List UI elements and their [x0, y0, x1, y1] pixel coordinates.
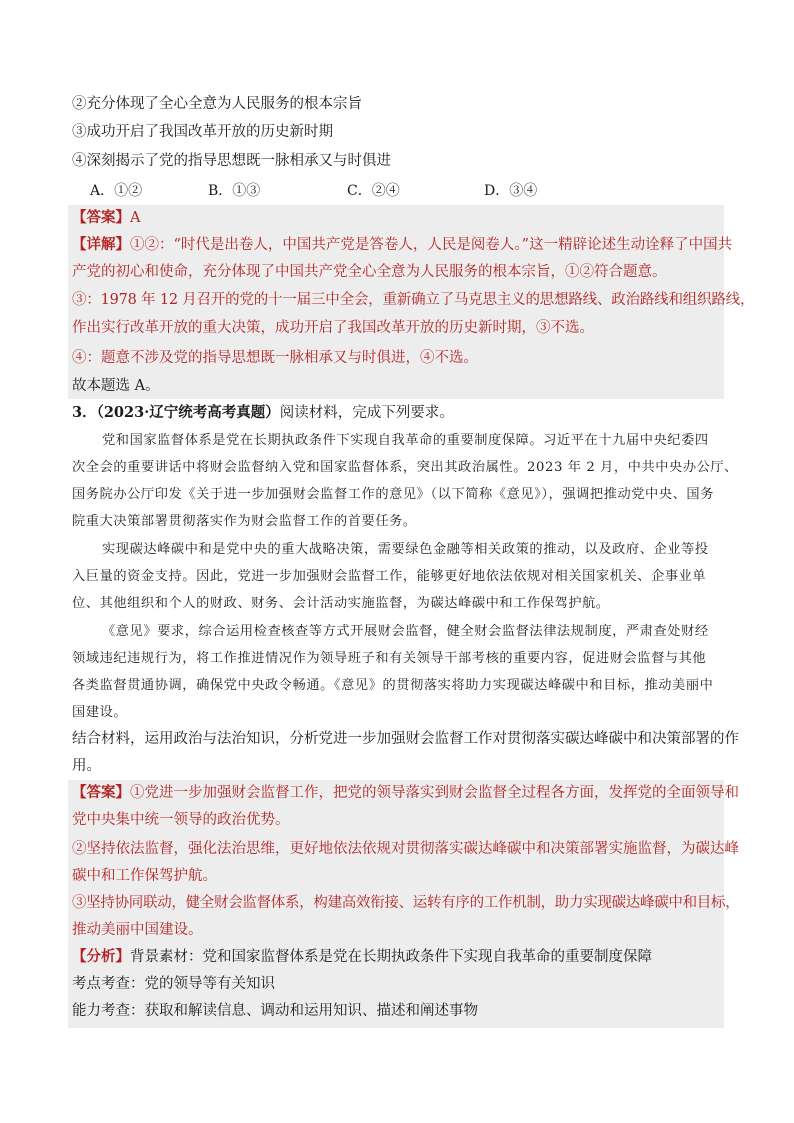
q3-answer-line-1 — [72, 783, 739, 803]
question-prompt: 阅读材料，完成下列要求。 — [279, 405, 454, 421]
analysis-line-3: 能力考查：获取和解读信息、调动和运用知识、描述和阐述事物 — [72, 1003, 478, 1019]
answer-value: A — [130, 210, 141, 226]
material-line-7: 位、其他组织和个人的财政、财务、会计活动实施监督，为碳达峰碳中和工作保驾护航。 — [72, 596, 610, 611]
detail-tag: 【详解】 — [72, 236, 130, 253]
question-number: 3． — [72, 404, 97, 421]
q3-answer-line-6: 推动美丽中国建设。 — [72, 922, 203, 938]
material-line-8: 《意见》要求，综合运用检查核查等方式开展财会监督，健全财会监督法律法规制度，严肃查处财经 — [102, 624, 709, 639]
option-line-4: ④深刻揭示了党的指导思想既一脉相承又与时俱进 — [72, 153, 391, 169]
option-line-2: ②充分体现了全心全意为人民服务的根本宗旨 — [72, 96, 362, 112]
analysis-line-2: 考点考查：党的领导等有关知识 — [72, 976, 275, 992]
material-line-3: 国务院办公厅印发《关于进一步加强财会监督工作的意见》（以下简称《意见》），强调把推动党中央、国务 — [72, 487, 714, 502]
material-line-1: 党和国家监督体系是党在长期执政条件下实现自我革命的重要制度保障。习近平在十九届中央纪委四 — [102, 433, 709, 448]
detail-text-1: ①②：“时代是出卷人，中国共产党是答卷人，人民是阅卷人。”这一精辟论述生动诠释了中国共 — [130, 237, 733, 253]
material-line-9: 领域违纪违规行为，将工作推进情况作为领导班子和有关领导干部考核的重要内容，促进财会监督与其他 — [72, 651, 707, 666]
choice-c: C．②④ — [347, 183, 400, 199]
q3-answer-line-5: ③坚持协同联动，健全财会监督体系，构建高效衔接、运转有序的工作机制，助力实现碳达峰碳中和目标， — [72, 895, 740, 911]
material-line-2: 次全会的重要讲话中将财会监督纳入党和国家监督体系，突出其政治属性。2023 年 2 月，中共中央办公厅、 — [72, 460, 738, 475]
detail-line-2: 产党的初心和使命，充分体现了中国共产党全心全意为人民服务的根本宗旨，①②符合题意。 — [72, 264, 667, 280]
choice-a: A．①② — [90, 183, 143, 199]
material-line-6: 入巨量的资金支持。因此，党进一步加强财会监督工作，能够更好地依法依规对相关国家机关、企事业单 — [72, 569, 707, 584]
analysis-line-1 — [72, 947, 652, 967]
q3-answer-line-2: 党中央集中统一领导的政治优势。 — [72, 812, 290, 828]
material-line-10: 各类监督贯通协调，确保党中央政令畅通。《意见》的贯彻落实将助力实现碳达峰碳中和目标，推动美丽中 — [72, 678, 714, 693]
q3-answer-text-1: ①党进一步加强财会监督工作，把党的领导落实到财会监督全过程各方面，发挥党的全面领导和 — [130, 785, 739, 801]
q3-answer-line-3: ②坚持依法监督，强化法治思维，更好地依法依规对贯彻落实碳达峰碳中和决策部署实施监督，为碳达峰 — [72, 841, 739, 857]
choice-b: B．①③ — [208, 183, 261, 199]
choice-d: D．③④ — [484, 183, 538, 199]
detail-line-3: ③：1978 年 12 月召开的党的十一届三中全会，重新确立了马克思主义的思想路线、政治路线和组织路线， — [72, 292, 755, 308]
analysis-tag: 【分析】 — [72, 948, 130, 965]
q2-answer-line — [72, 208, 140, 228]
detail-line-5: ④：题意不涉及党的指导思想既一脉相承又与时俱进，④不选。 — [72, 350, 478, 366]
answer-tag: 【答案】 — [72, 209, 130, 226]
material-line-11: 国建设。 — [72, 705, 128, 720]
conclusion-line: 故本题选 A。 — [72, 378, 160, 394]
detail-line-4: 作出实行改革开放的重大决策，成功开启了我国改革开放的历史新时期，③不选。 — [72, 320, 594, 336]
q3-answer-tag: 【答案】 — [72, 784, 130, 801]
q3-answer-line-4: 碳中和工作保驾护航。 — [72, 868, 217, 884]
task-line-1: 结合材料，运用政治与法治知识，分析党进一步加强财会监督工作对贯彻落实碳达峰碳中和决策部署的作 — [72, 731, 739, 747]
material-line-4: 院重大决策部署贯彻落实作为财会监督工作的首要任务。 — [72, 514, 417, 529]
task-line-2: 用。 — [72, 758, 101, 774]
option-line-3: ③成功开启了我国改革开放的历史新时期 — [72, 124, 333, 140]
detail-line-1 — [72, 235, 732, 255]
question-source: （2023·辽宁统考高考真题） — [96, 404, 280, 421]
q3-heading — [72, 403, 454, 423]
material-line-5: 实现碳达峰碳中和是党中央的重大战略决策，需要绿色金融等相关政策的推动，以及政府、企业等投 — [102, 542, 709, 557]
analysis-text-1: 背景素材：党和国家监督体系是党在长期执政条件下实现自我革命的重要制度保障 — [130, 949, 652, 965]
